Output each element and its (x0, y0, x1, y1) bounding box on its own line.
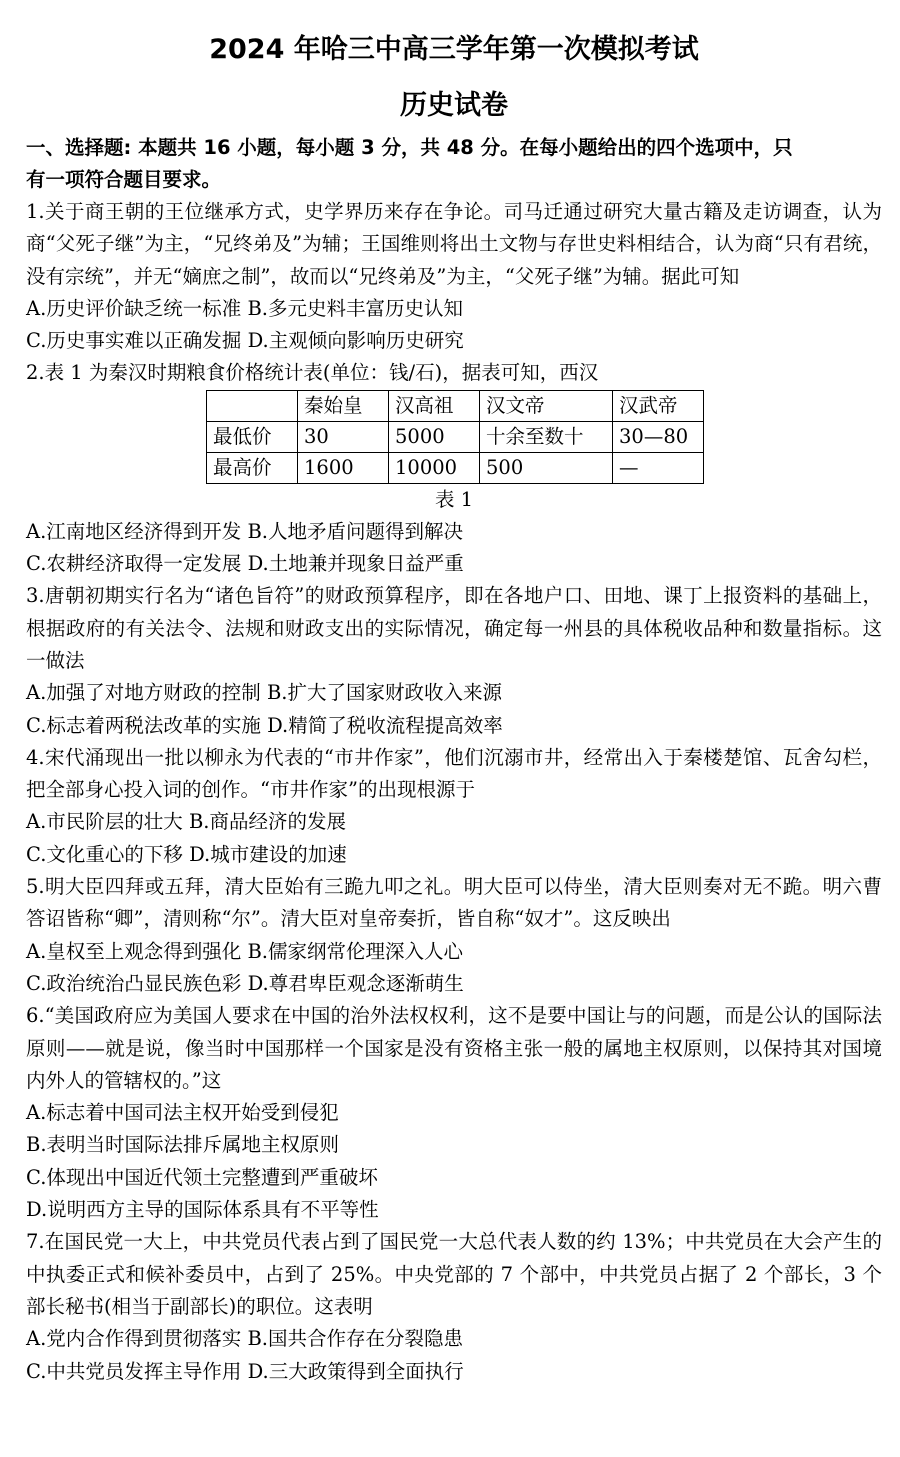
grain-price-table-wrap (26, 390, 882, 484)
question-5-options-cd: C.政治统治凸显民族色彩 D.尊君卑臣观念逐渐萌生 (26, 971, 464, 995)
question-5-options-ab: A.皇权至上观念得到强化 B.儒家纲常伦理深入人心 (26, 939, 464, 963)
question-7 (26, 1226, 882, 1387)
table-cell: 十余至数十 (480, 421, 613, 452)
table-corner-cell (207, 390, 298, 421)
table-header-cell: 汉文帝 (480, 390, 613, 421)
question-7-options-cd: C.中共党员发挥主导作用 D.三大政策得到全面执行 (26, 1359, 464, 1383)
question-3-options-ab: A.加强了对地方财政的控制 B.扩大了国家财政收入来源 (26, 681, 503, 705)
exam-title: 2024 年哈三中高三学年第一次模拟考试 (209, 34, 699, 65)
table-header-cell: 汉高祖 (389, 390, 480, 421)
question-4-options-cd: C.文化重心的下移 D.城市建设的加速 (26, 842, 347, 866)
section-heading-line-1: 一、选择题: 本题共 16 小题，每小题 3 分，共 48 分。在每小题给出的四个选项中，只 (26, 136, 793, 159)
question-1-options-ab: A.历史评价缺乏统一标准 B.多元史料丰富历史认知 (26, 296, 464, 320)
question-6-option-c: C.体现出中国近代领土完整遭到严重破坏 (26, 1165, 378, 1189)
question-4-options-ab: A.市民阶层的壮大 B.商品经济的发展 (26, 810, 347, 834)
question-5 (26, 871, 882, 1000)
question-7-stem: 7.在国民党一大上，中共党员代表占到了国民党一大总代表人数的约 13%；中共党员在大会产生的中执委正式和候补委员中，占到了 25%。中央党部的 7 个部中，中共党员占据了 2 个部长，3 个部长秘书(相当于副部长)的职位。这表明 (26, 1230, 882, 1318)
table-row-label: 最高价 (207, 452, 298, 483)
question-6-option-d: D.说明西方主导的国际体系具有不平等性 (26, 1198, 379, 1222)
question-6-option-a: A.标志着中国司法主权开始受到侵犯 (26, 1101, 339, 1125)
question-3-stem: 3.唐朝初期实行名为“诸色旨符”的财政预算程序，即在各地户口、田地、课丁上报资料的基础上，根据政府的有关法令、法规和财政支出的实际情况，确定每一州县的具体税收品种和数量指标。这一做法 (26, 584, 882, 672)
question-6-option-b: B.表明当时国际法排斥属地主权原则 (26, 1133, 340, 1157)
table-row-label: 最低价 (207, 421, 298, 452)
question-6 (26, 1000, 882, 1226)
table-row (207, 452, 704, 483)
question-1-options-cd: C.历史事实难以正确发掘 D.主观倾向影响历史研究 (26, 329, 464, 353)
table-cell: 10000 (389, 452, 480, 483)
table-cell: — (613, 452, 704, 483)
question-5-stem: 5.明大臣四拜或五拜，清大臣始有三跪九叩之礼。明大臣可以侍坐，清大臣则奏对无不跪。明六曹答诏皆称“卿”，清则称“尔”。清大臣对皇帝奏折，皆自称“奴才”。这反映出 (26, 875, 882, 931)
table-cell: 30—80 (613, 421, 704, 452)
table-row (207, 421, 704, 452)
table-caption: 表 1 (434, 487, 474, 511)
table-cell: 5000 (389, 421, 480, 452)
question-2-options-ab: A.江南地区经济得到开发 B.人地矛盾问题得到解决 (26, 519, 464, 543)
section-heading-line-2: 有一项符合题目要求。 (26, 168, 222, 191)
question-2-stem: 2.表 1 为秦汉时期粮食价格统计表(单位：钱/石)，据表可知，西汉 (26, 361, 599, 385)
table-cell: 30 (298, 421, 389, 452)
question-7-options-ab: A.党内合作得到贯彻落实 B.国共合作存在分裂隐患 (26, 1327, 464, 1351)
question-1-stem: 1.关于商王朝的王位继承方式，史学界历来存在争论。司马迁通过研究大量古籍及走访调查，认为商“父死子继”为主，“兄终弟及”为辅；王国维则将出土文物与存世史料相结合，认为商“只有君统，没有宗统”，并无“嫡庶之制”，故而以“兄终弟及”为主，“父死子继”为辅。据此可知 (26, 200, 882, 288)
question-4-stem: 4.宋代涌现出一批以柳永为代表的“市井作家”，他们沉溺市井，经常出入于秦楼楚馆、瓦舍勾栏，把全部身心投入词的创作。“市井作家”的出现根源于 (26, 745, 882, 802)
question-3 (26, 580, 882, 741)
question-6-stem: 6.“美国政府应为美国人要求在中国的治外法权权利，这不是要中国让与的问题，而是公认的国际法原则——就是说，像当时中国那样一个国家是没有资格主张一般的属地主权原则，以保持其对国境内外人的管辖权的。”这 (26, 1004, 882, 1092)
question-2-options-cd: C.农耕经济取得一定发展 D.土地兼并现象日益严重 (26, 552, 464, 576)
grain-price-table (206, 390, 704, 484)
table-header-row (207, 390, 704, 421)
table-cell: 500 (480, 452, 613, 483)
question-4 (26, 742, 882, 871)
subject-title: 历史试卷 (400, 90, 508, 121)
table-header-cell: 汉武帝 (613, 390, 704, 421)
table-cell: 1600 (298, 452, 389, 483)
question-3-options-cd: C.标志着两税法改革的实施 D.精简了税收流程提高效率 (26, 713, 503, 737)
question-2 (26, 357, 882, 580)
question-1 (26, 196, 882, 357)
table-header-cell: 秦始皇 (298, 390, 389, 421)
